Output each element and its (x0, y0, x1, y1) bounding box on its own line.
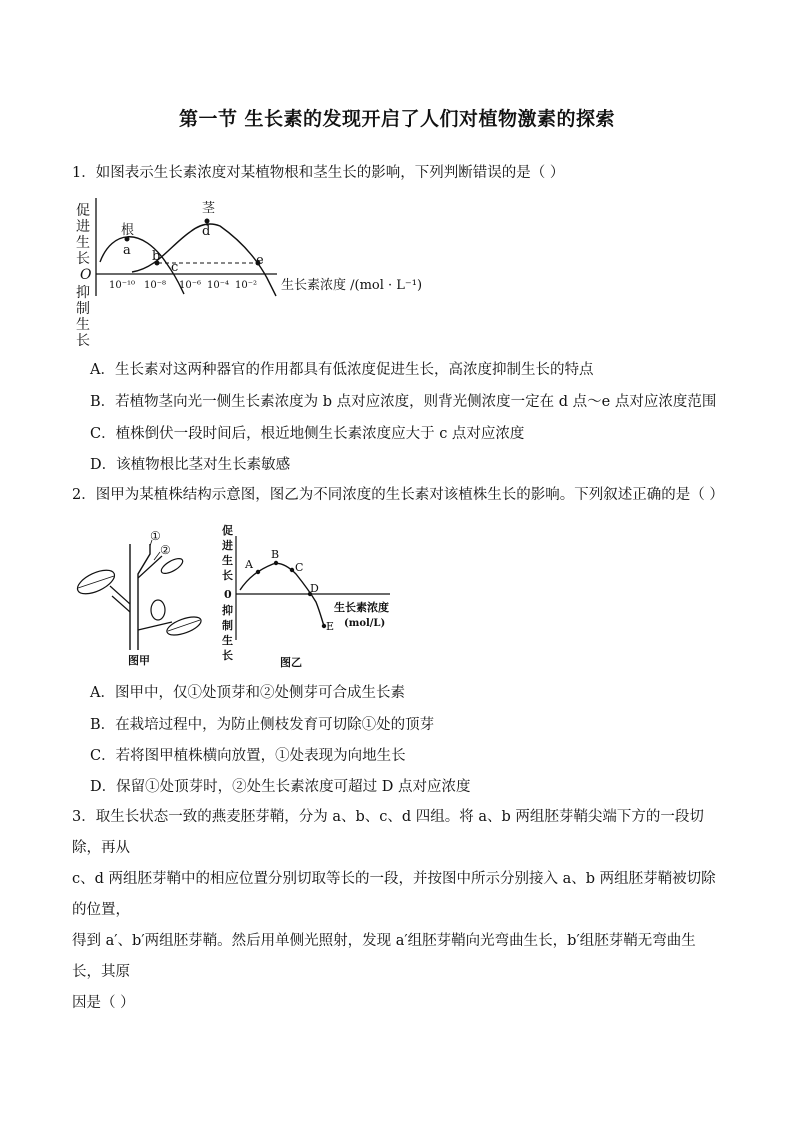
question-2-stem: 2．图甲为某植株结构示意图，图乙为不同浓度的生长素对该植株生长的影响。下列叙述正确的是（ ） (72, 487, 724, 503)
q3-line-1: 3．取生长状态一致的燕麦胚芽鞘，分为 a、b、c、d 四组。将 a、b 两组胚芽鞘尖端下方的一段切除，再从 (72, 809, 704, 856)
q1-yaxis-bottom-1: 抑 (76, 285, 90, 301)
q1-yaxis-top-2: 进 (76, 219, 90, 235)
q2-mark-2: ② (160, 543, 171, 557)
q2-figure-a (72, 526, 212, 671)
q2-origin-label: 0 (224, 588, 232, 601)
q1-label-e: e (256, 253, 264, 268)
q1-yaxis-top-3: 生 (76, 235, 90, 251)
q2-label-E: E (326, 620, 335, 633)
q3-line-2: c、d 两组胚芽鞘中的相应位置分别切取等长的一段，并按图中所示分别接入 a、b 两组胚芽鞘被切除的位置， (72, 871, 716, 918)
q2-figure-b (218, 522, 408, 672)
q2-yaxis-bottom-4: 长 (222, 649, 233, 662)
q2-label-D: D (310, 582, 319, 595)
q2-label-C: C (295, 561, 304, 574)
q2-leaf-top (159, 556, 185, 577)
q1-option-c: C．植株倒伏一段时间后，根近地侧生长素浓度应大于 c 点对应浓度 (90, 426, 525, 442)
q2-point-C (290, 568, 294, 572)
q1-option-a: A．生长素对这两种器官的作用都具有低浓度促进生长，高浓度抑制生长的特点 (90, 362, 594, 378)
q1-tick-2: 10⁻⁸ (144, 280, 167, 291)
q1-tick-5: 10⁻² (235, 280, 258, 291)
q3-line-3: 得到 a′、b′两组胚芽鞘。然后用单侧光照射，发现 a′组胚芽鞘向光弯曲生长，b′组胚芽鞘无弯曲生长，其原 (72, 933, 696, 980)
q1-point-d (205, 219, 210, 224)
page-title: 第一节 生长素的发现开启了人们对植物激素的探索 (178, 108, 616, 130)
q2-caption-a: 图甲 (128, 654, 150, 667)
q1-xaxis-label: 生长素浓度 /(mol · L⁻¹) (281, 278, 423, 293)
q3-line-4: 因是（ ） (72, 995, 135, 1011)
q2-xaxis-unit: (mol/L) (344, 618, 386, 629)
q2-caption-b: 图乙 (280, 656, 302, 669)
q1-tick-4: 10⁻⁴ (207, 280, 230, 291)
q2-xaxis-label: 生长素浓度 (334, 601, 389, 614)
q2-main-stem-right (138, 544, 150, 650)
q2-yaxis-bottom-2: 制 (222, 619, 233, 632)
question-1-stem: 1．如图表示生长素浓度对某植物根和茎生长的影响，下列判断错误的是（ ） (72, 165, 565, 181)
q2-leaf-right (165, 613, 204, 638)
q1-label-c: c (171, 260, 179, 275)
q2-yaxis-top-2: 进 (222, 539, 233, 552)
q1-option-d: D．该植物根比茎对生长素敏感 (90, 457, 291, 473)
q2-yaxis-bottom-3: 生 (222, 634, 233, 647)
q1-tick-1: 10⁻¹⁰ (109, 280, 136, 291)
q1-figure (72, 196, 452, 346)
q2-mark-1: ① (150, 529, 161, 543)
q1-label-stem: 茎 (202, 201, 216, 216)
q2-yaxis-top-3: 生 (222, 554, 233, 567)
q1-origin-label: O (80, 267, 92, 283)
q2-option-c: C．若将图甲植株横向放置，①处表现为向地生长 (90, 748, 406, 764)
question-3-text (72, 802, 722, 1019)
q1-label-b: b (152, 249, 161, 264)
q2-leaf-small (151, 600, 165, 620)
q2-leaf-right-vein (168, 620, 200, 631)
q2-lower-right-branch (138, 622, 172, 630)
q2-option-d: D．保留①处顶芽时，②处生长素浓度可超过 D 点对应浓度 (90, 779, 471, 795)
q2-leaf-left-vein (78, 576, 114, 588)
q1-yaxis-top-4: 长 (76, 251, 90, 267)
q1-yaxis-bottom-2: 制 (76, 301, 90, 317)
q1-yaxis-bottom-3: 生 (76, 317, 90, 333)
q2-left-branch (110, 586, 130, 604)
q2-option-b: B．在栽培过程中，为防止侧枝发育可切除①处的顶芽 (90, 717, 435, 733)
q2-label-A: A (245, 558, 253, 571)
q2-yaxis-bottom-1: 抑 (222, 604, 233, 617)
q2-yaxis-top-1: 促 (222, 524, 233, 537)
q2-label-B: B (271, 548, 280, 561)
q1-option-b: B．若植物茎向光一侧生长素浓度为 b 点对应浓度，则背光侧浓度一定在 d 点～e 点对应浓度范围 (90, 394, 717, 410)
q2-left-branch-2 (112, 596, 130, 612)
q1-label-a: a (123, 243, 131, 258)
q2-point-B (274, 561, 278, 565)
q1-label-d: d (202, 224, 211, 239)
q1-tick-3: 10⁻⁶ (179, 280, 202, 291)
q2-point-A (256, 570, 260, 574)
q2-yaxis-top-4: 长 (222, 569, 233, 582)
q1-yaxis-top-1: 促 (76, 203, 90, 219)
q1-label-root: 根 (121, 223, 135, 238)
q2-option-a: A．图甲中，仅①处顶芽和②处侧芽可合成生长素 (90, 685, 405, 701)
q1-yaxis-bottom-4: 长 (76, 333, 90, 346)
